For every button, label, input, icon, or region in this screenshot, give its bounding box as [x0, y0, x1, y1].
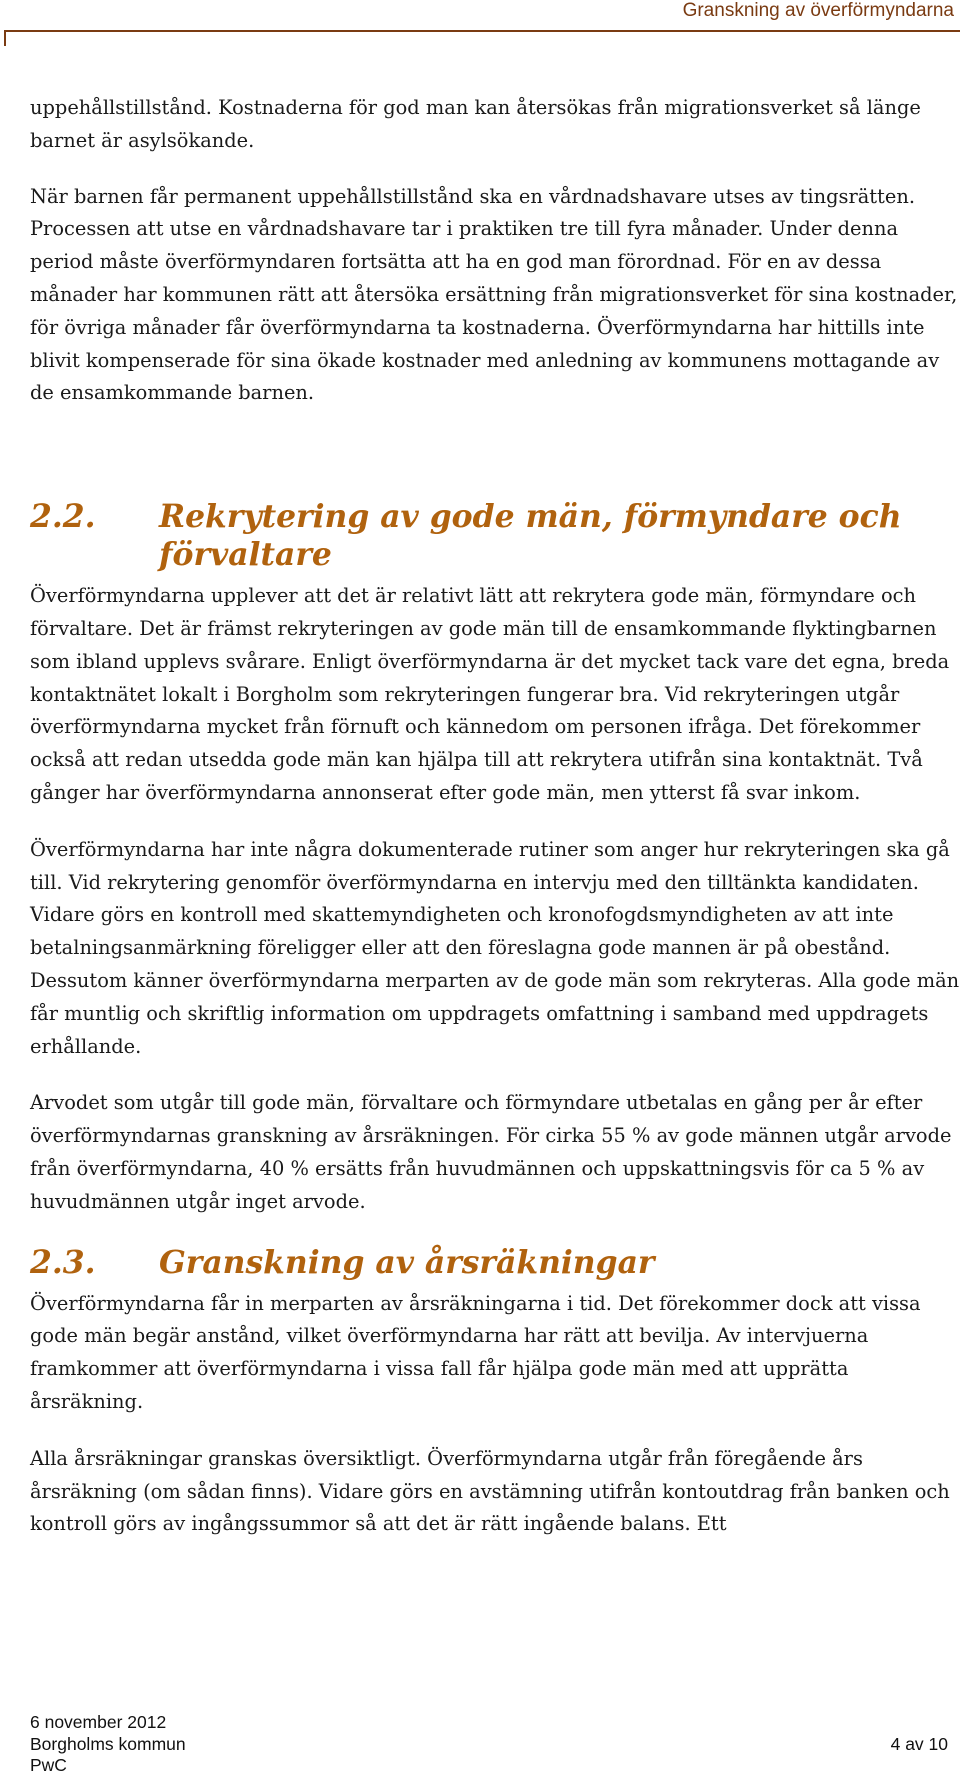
footer-date: 6 november 2012 [30, 1712, 167, 1732]
paragraph-annual-reports-1: Överförmyndarna får in merparten av årsräkningarna i tid. Det förekommer dock att vissa gode män begär anstånd, vilket överförmyndarna har rätt att bevilja. Av intervjuerna framkommer att överförmyndarna i vissa fall får hjälpa gode män med att upprätta årsräkning. [30, 1291, 921, 1413]
paragraph-recruitment-1: Överförmyndarna upplever att det är relativt lätt att rekrytera gode män, förmyndare och förvaltare. Det är främst rekryteringen av gode män till de ensamkommande flyktingbarnen som ibland upplevs svårare. Enligt överförmyndarna är det mycket tack vare det egna, breda kontaktnätet lokalt i Borgholm som rekryteringen fungerar bra. Vid rekryteringen utgår överförmyndarna mycket från förnuft och kännedom om personen ifråga. Det förekommer också att redan utsedda gode män kan hjälpa till att rekrytera utifrån sina kontaktnät. Två gånger har överförmyndarna annonserat efter gode män, men ytterst få svar inkom. [30, 584, 950, 804]
section-title: Rekrytering av gode män, förmyndare och förvaltare [159, 499, 902, 574]
header-rule [4, 30, 960, 32]
section-number: 2.3. [30, 1244, 96, 1281]
paragraph-recruitment-3: Arvodet som utgår till gode män, förvaltare och förmyndare utbetalas en gång per år efter överförmyndarnas granskning av årsräkningen. För cirka 55 % av gode männen utgår arvode från överförmyndarna, 40 % ersätts från huvudmännen och uppskattningsvis för ca 5 % av huvudmännen utgår inget arvode. [30, 1091, 952, 1213]
section-heading-2-2 [30, 498, 960, 574]
document-body [30, 92, 960, 1541]
footer-page-number: 4 av 10 [890, 1733, 948, 1754]
section-heading-2-3 [30, 1244, 960, 1282]
page-footer [30, 1712, 948, 1777]
paragraph-recruitment-2: Överförmyndarna har inte några dokumenterade rutiner som anger hur rekryteringen ska gå till. Vid rekrytering genomför överförmyndarna en intervju med den tilltänkta kandidaten. Vidare görs en kontroll med skattemyndigheten och kronofogdsmyndigheten av att inte betalningsanmärkning föreligger eller att den föreslagna gode mannen är på obestånd. Dessutom känner överförmyndarna merparten av de gode män som rekryteras. Alla gode män får muntlig och skriftlig information om uppdragets omfattning i samband med uppdragets erhållande. [30, 837, 960, 1058]
paragraph-permanent-residence: När barnen får permanent uppehållstillstånd ska en vårdnadshavare utses av tingsrätten. Processen att utse en vårdnadshavare tar i praktiken tre till fyra månader. Under denna period måste överförmyndaren fortsätta att ha en god man förordnad. För en av dessa månader har kommunen rätt att återsöka ersättning från migrationsverket för sina kostnader, för övriga månader får överförmyndarna ta kostnaderna. Överförmyndarna har hittills inte blivit kompenserade för sina ökade kostnader med anledning av kommunens mottagande av de ensamkommande barnen. [30, 184, 958, 405]
running-header-title: Granskning av överförmyndarna [682, 0, 954, 21]
paragraph-continued: uppehållstillstånd. Kostnaderna för god man kan återsökas från migrationsverket så länge barnet är asylsökande. [30, 96, 921, 152]
paragraph-annual-reports-2: Alla årsräkningar granskas översiktligt. Överförmyndarna utgår från föregående års årsräkning (om sådan finns). Vidare görs en avstämning utifrån kontoutdrag från banken och kontroll görs av ingångssummor så att det är rätt ingående balans. Ett [30, 1446, 950, 1536]
header-corner-tick [4, 30, 6, 46]
section-number: 2.2. [30, 499, 96, 536]
footer-company: PwC [30, 1755, 67, 1775]
footer-organization: Borgholms kommun [30, 1733, 186, 1754]
section-title: Granskning av årsräkningar [159, 1244, 655, 1281]
